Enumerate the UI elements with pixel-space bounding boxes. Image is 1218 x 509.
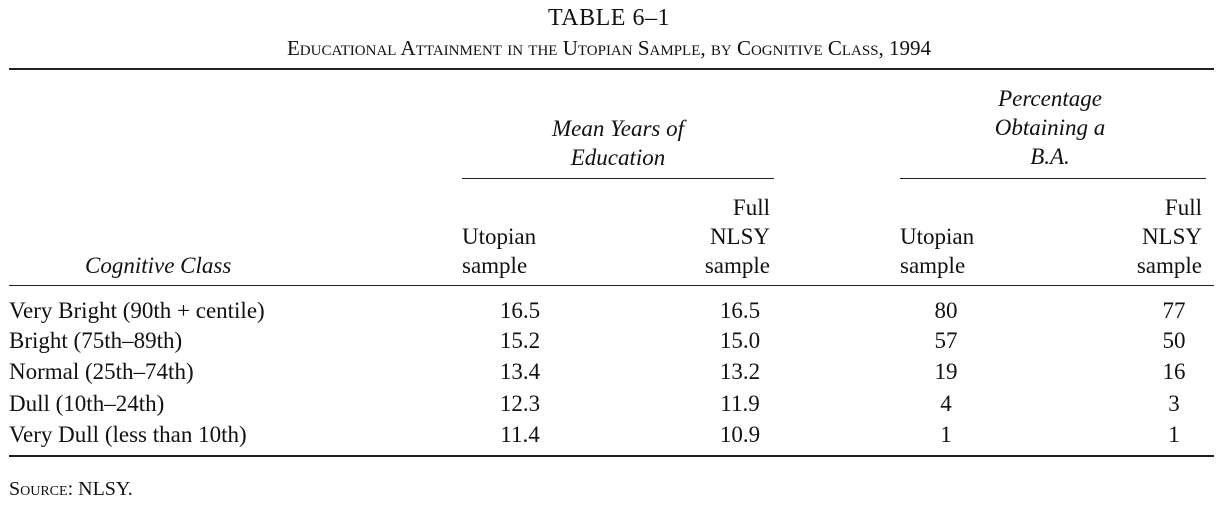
cell-utopian-years: 11.4 <box>500 422 540 447</box>
cell-full-nlsy-ba: 16 <box>1162 359 1186 384</box>
cell-utopian-years: 12.3 <box>499 391 541 416</box>
cell-full-nlsy-ba: 50 <box>1162 328 1186 353</box>
cell-utopian-ba: 80 <box>934 298 958 323</box>
group-header-mean-years <box>462 114 774 172</box>
row-label: Bright (75th–89th) <box>9 328 183 353</box>
cell-utopian-ba: 1 <box>940 422 952 447</box>
source-label: Source: <box>9 478 74 500</box>
column-header-line: sample <box>462 253 528 278</box>
group-header-line: B.A. <box>1030 144 1070 169</box>
column-header-line: NLSY <box>1141 224 1202 249</box>
source-note <box>9 479 133 499</box>
cell-full-nlsy-ba: 3 <box>1168 391 1180 416</box>
column-header-cognitive-class: Cognitive Class <box>85 253 232 278</box>
column-header-line: NLSY <box>709 224 770 249</box>
cell-full-nlsy-ba: 77 <box>1162 298 1186 323</box>
group-header-line: Percentage <box>998 86 1102 111</box>
column-header-line: Utopian <box>462 224 537 249</box>
column-header-utopian-ba <box>900 222 1032 280</box>
row-label: Very Bright (90th + centile) <box>9 298 265 323</box>
cell-full-nlsy-years: 10.9 <box>719 422 761 447</box>
cell-full-nlsy-ba: 1 <box>1168 422 1180 447</box>
row-label: Normal (25th–74th) <box>9 359 194 384</box>
cell-full-nlsy-years: 13.2 <box>719 359 761 384</box>
column-header-utopian-years <box>462 222 594 280</box>
cell-utopian-ba: 19 <box>934 359 958 384</box>
cell-full-nlsy-years: 15.0 <box>719 328 761 353</box>
top-rule <box>9 68 1214 70</box>
column-header-line: sample <box>704 253 770 278</box>
column-header-full-nlsy-years <box>655 193 770 280</box>
table-subtitle: Educational Attainment in the Utopian Sample, by Cognitive Class, 1994 <box>286 36 932 60</box>
cell-utopian-ba: 4 <box>940 391 952 416</box>
cell-utopian-years: 13.4 <box>499 359 541 384</box>
column-header-line: Full <box>1164 195 1202 220</box>
source-text: NLSY. <box>78 478 133 500</box>
column-header-full-nlsy-ba <box>1100 193 1202 280</box>
group-header-line: Education <box>570 145 666 170</box>
column-header-line: Full <box>732 195 770 220</box>
cell-utopian-years: 15.2 <box>499 328 541 353</box>
column-header-line: Utopian <box>900 224 975 249</box>
cell-full-nlsy-years: 16.5 <box>719 298 761 323</box>
column-header-line: sample <box>1136 253 1202 278</box>
group-header-line: Obtaining a <box>994 115 1106 140</box>
row-label: Very Dull (less than 10th) <box>9 422 247 447</box>
group-header-line: Mean Years of <box>551 116 685 141</box>
group-header-percentage-ba <box>900 84 1200 171</box>
cell-full-nlsy-years: 11.9 <box>720 391 760 416</box>
table-title: TABLE 6–1 <box>548 5 670 31</box>
group-rule-mean-years <box>462 178 774 179</box>
group-rule-percentage-ba <box>900 178 1206 179</box>
header-bottom-rule <box>9 285 1214 286</box>
column-header-line: sample <box>900 253 966 278</box>
bottom-rule <box>9 455 1214 457</box>
row-label: Dull (10th–24th) <box>9 391 165 416</box>
cell-utopian-years: 16.5 <box>499 298 541 323</box>
cell-utopian-ba: 57 <box>934 328 958 353</box>
